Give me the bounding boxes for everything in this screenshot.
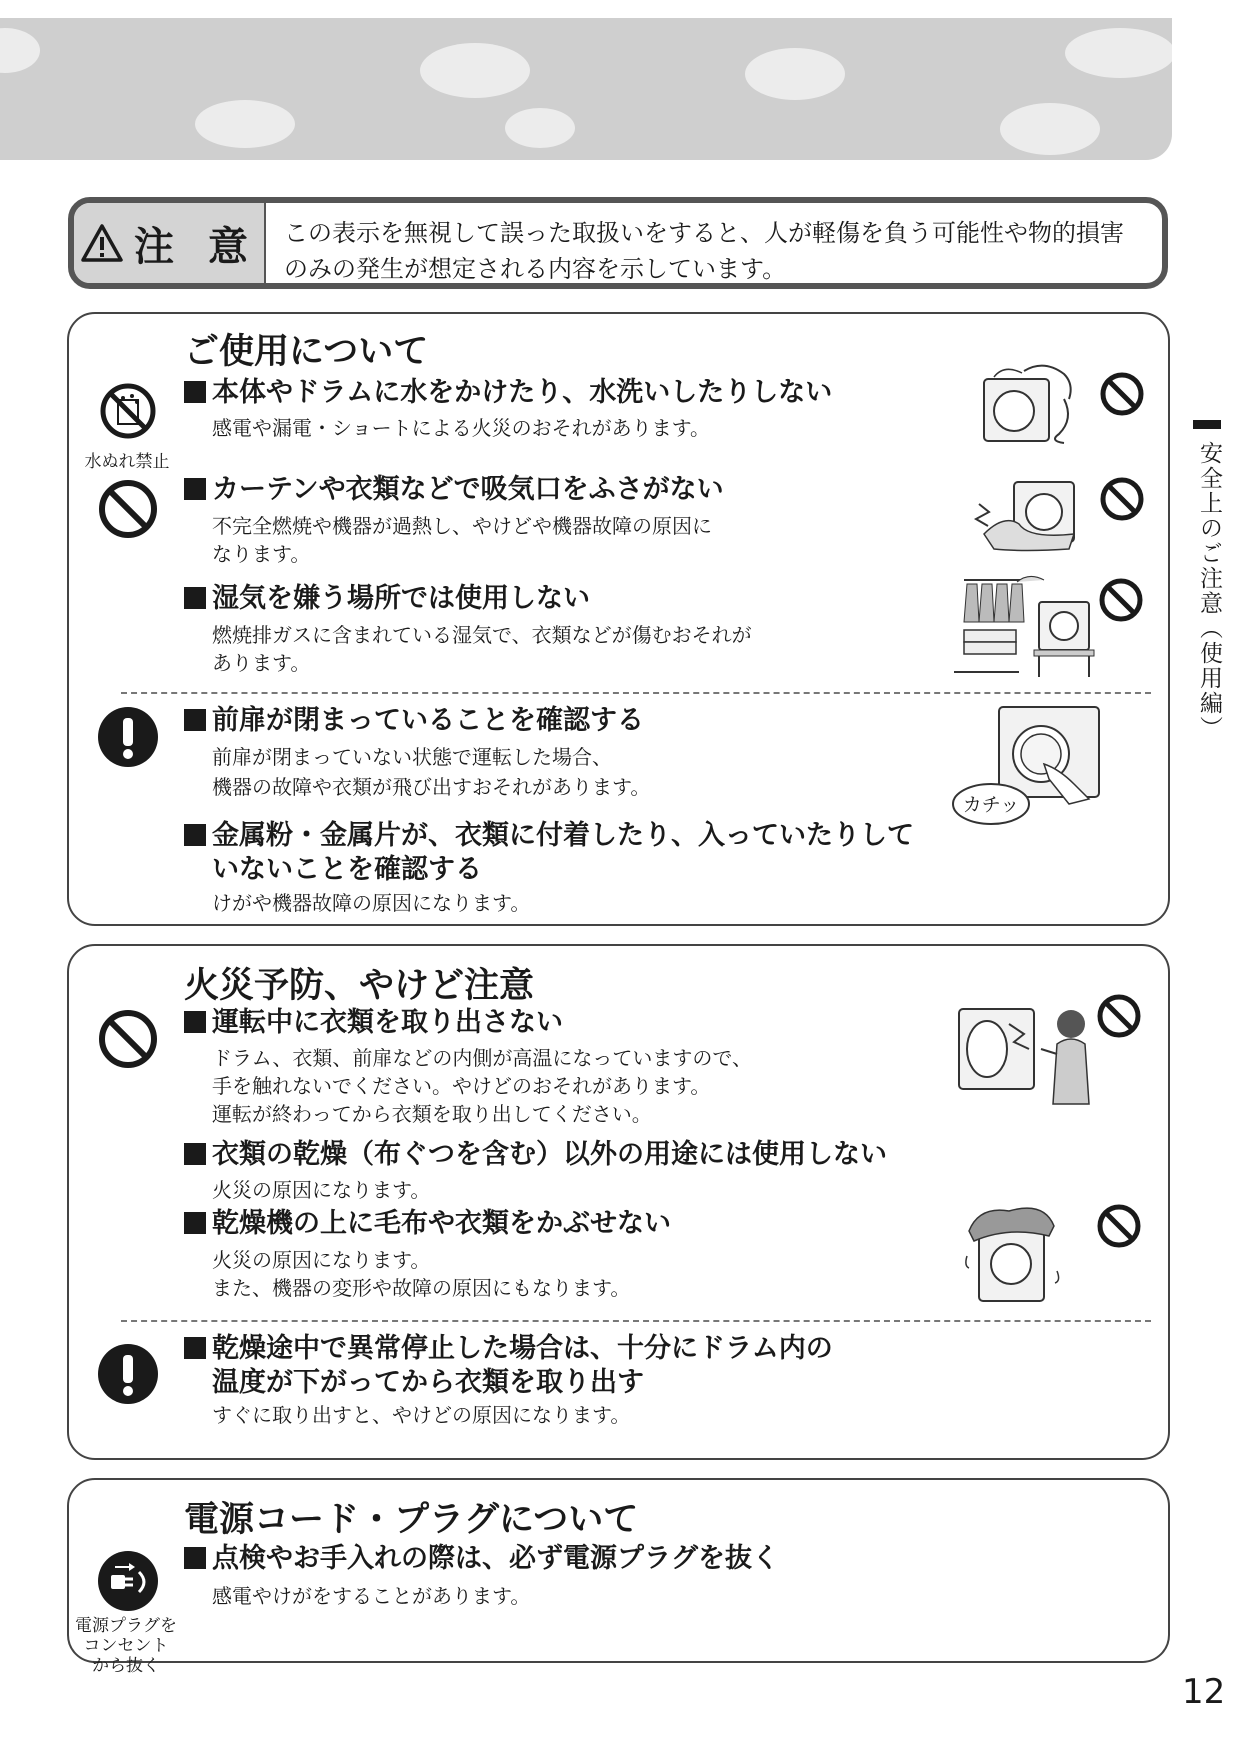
cloud-decoration — [195, 100, 295, 148]
click-label: カチッ — [962, 794, 1020, 816]
covered-dryer-illustration — [949, 1196, 1149, 1311]
section-usage — [67, 312, 1170, 926]
cloud-decoration — [505, 108, 575, 148]
mandatory-exclamation-icon — [97, 706, 159, 768]
section-title: 火災予防、やけど注意 — [184, 966, 535, 1006]
cloud-decoration — [1000, 103, 1100, 155]
section-fire-prevention — [67, 944, 1170, 1460]
side-tab-label: 安全上のご注意（使用編） — [1196, 441, 1222, 741]
item-description: 不完全燃焼や機器が過熱し、やけどや機器故障の原因に — [212, 514, 712, 538]
item-description: 前扉が閉まっていない状態で運転した場合、 — [212, 745, 612, 769]
item-heading: 運転中に衣類を取り出さない — [184, 1006, 563, 1040]
caution-text-line: この表示を無視して誤った取扱いをすると、人が軽傷を負う可能性や物的損害 — [284, 219, 1124, 247]
item-heading: 本体やドラムに水をかけたり、水洗いしたりしない — [184, 376, 832, 410]
unplug-label-line: コンセント — [83, 1636, 169, 1656]
item-description: 火災の原因になります。 — [212, 1178, 431, 1202]
section-title: 電源コード・プラグについて — [184, 1500, 639, 1540]
door-closed-illustration — [949, 699, 1159, 834]
item-description: 燃焼排ガスに含まれている湿気で、衣類などが傷むおそれが — [212, 623, 752, 647]
item-heading: 乾燥機の上に毛布や衣類をかぶせない — [184, 1207, 671, 1241]
unplug-icon — [97, 1550, 159, 1612]
item-heading: 点検やお手入れの際は、必ず電源プラグを抜く — [184, 1542, 779, 1576]
unplug-label-line: 電源プラグを — [75, 1616, 177, 1636]
unplug-label-line: から抜く — [92, 1656, 160, 1676]
divider — [121, 1320, 1151, 1322]
item-heading: 金属粉・金属片が、衣類に付着したり、入っていたりして いないことを確認する — [184, 819, 914, 887]
section-title: ご使用について — [184, 332, 429, 372]
dryer-water-illustration — [964, 359, 1149, 449]
item-description: あります。 — [212, 651, 311, 675]
caution-description — [266, 203, 1124, 283]
cloud-decoration — [0, 28, 40, 73]
item-description: 手を触れないでください。やけどのおそれがあります。 — [212, 1074, 711, 1098]
cloud-decoration — [745, 48, 845, 100]
side-tab — [1193, 420, 1221, 741]
item-description: すぐに取り出すと、やけどの原因になります。 — [212, 1403, 631, 1427]
caution-label: 注 意 — [134, 223, 258, 270]
caution-box — [68, 197, 1168, 289]
no-wet-icon — [99, 382, 157, 440]
header-band — [0, 18, 1172, 160]
item-description: 機器の故障や衣類が飛び出すおそれがあります。 — [212, 775, 651, 799]
caution-label-area — [74, 203, 266, 283]
item-heading: 衣類の乾燥（布ぐつを含む）以外の用途には使用しない — [184, 1138, 887, 1172]
hot-drum-illustration — [949, 994, 1149, 1114]
item-description: けがや機器故障の原因になります。 — [212, 891, 531, 915]
caution-text-line: のみの発生が想定される内容を示しています。 — [284, 255, 787, 283]
page-number: 12 — [1182, 1672, 1226, 1712]
prohibition-icon — [97, 1008, 159, 1070]
item-heading: カーテンや衣類などで吸気口をふさがない — [184, 473, 724, 507]
mandatory-exclamation-icon — [97, 1343, 159, 1405]
no-wet-label: 水ぬれ禁止 — [84, 452, 170, 472]
section-power-cord — [67, 1478, 1170, 1676]
item-description: 感電やけがをすることがあります。 — [212, 1584, 531, 1608]
item-description: また、機器の変形や故障の原因にもなります。 — [212, 1276, 631, 1300]
item-heading: 湿気を嫌う場所では使用しない — [184, 582, 590, 616]
item-description: なります。 — [212, 542, 311, 566]
item-description: 運転が終わってから衣類を取り出してください。 — [212, 1102, 652, 1126]
item-description: 感電や漏電・ショートによる火災のおそれがあります。 — [212, 416, 710, 440]
divider — [121, 692, 1151, 694]
humid-place-illustration — [949, 572, 1149, 682]
item-heading: 前扉が閉まっていることを確認する — [184, 704, 644, 738]
item-description: 火災の原因になります。 — [212, 1248, 431, 1272]
blocked-vent-illustration — [964, 464, 1149, 554]
warning-triangle-icon — [80, 223, 124, 263]
item-description: ドラム、衣類、前扉などの内側が高温になっていますので、 — [212, 1046, 752, 1070]
item-heading: 乾燥途中で異常停止した場合は、十分にドラム内の 温度が下がってから衣類を取り出す — [184, 1332, 833, 1400]
side-tab-marker — [1193, 420, 1221, 429]
prohibition-icon — [97, 478, 159, 540]
cloud-decoration — [1065, 28, 1172, 78]
cloud-decoration — [420, 43, 530, 98]
